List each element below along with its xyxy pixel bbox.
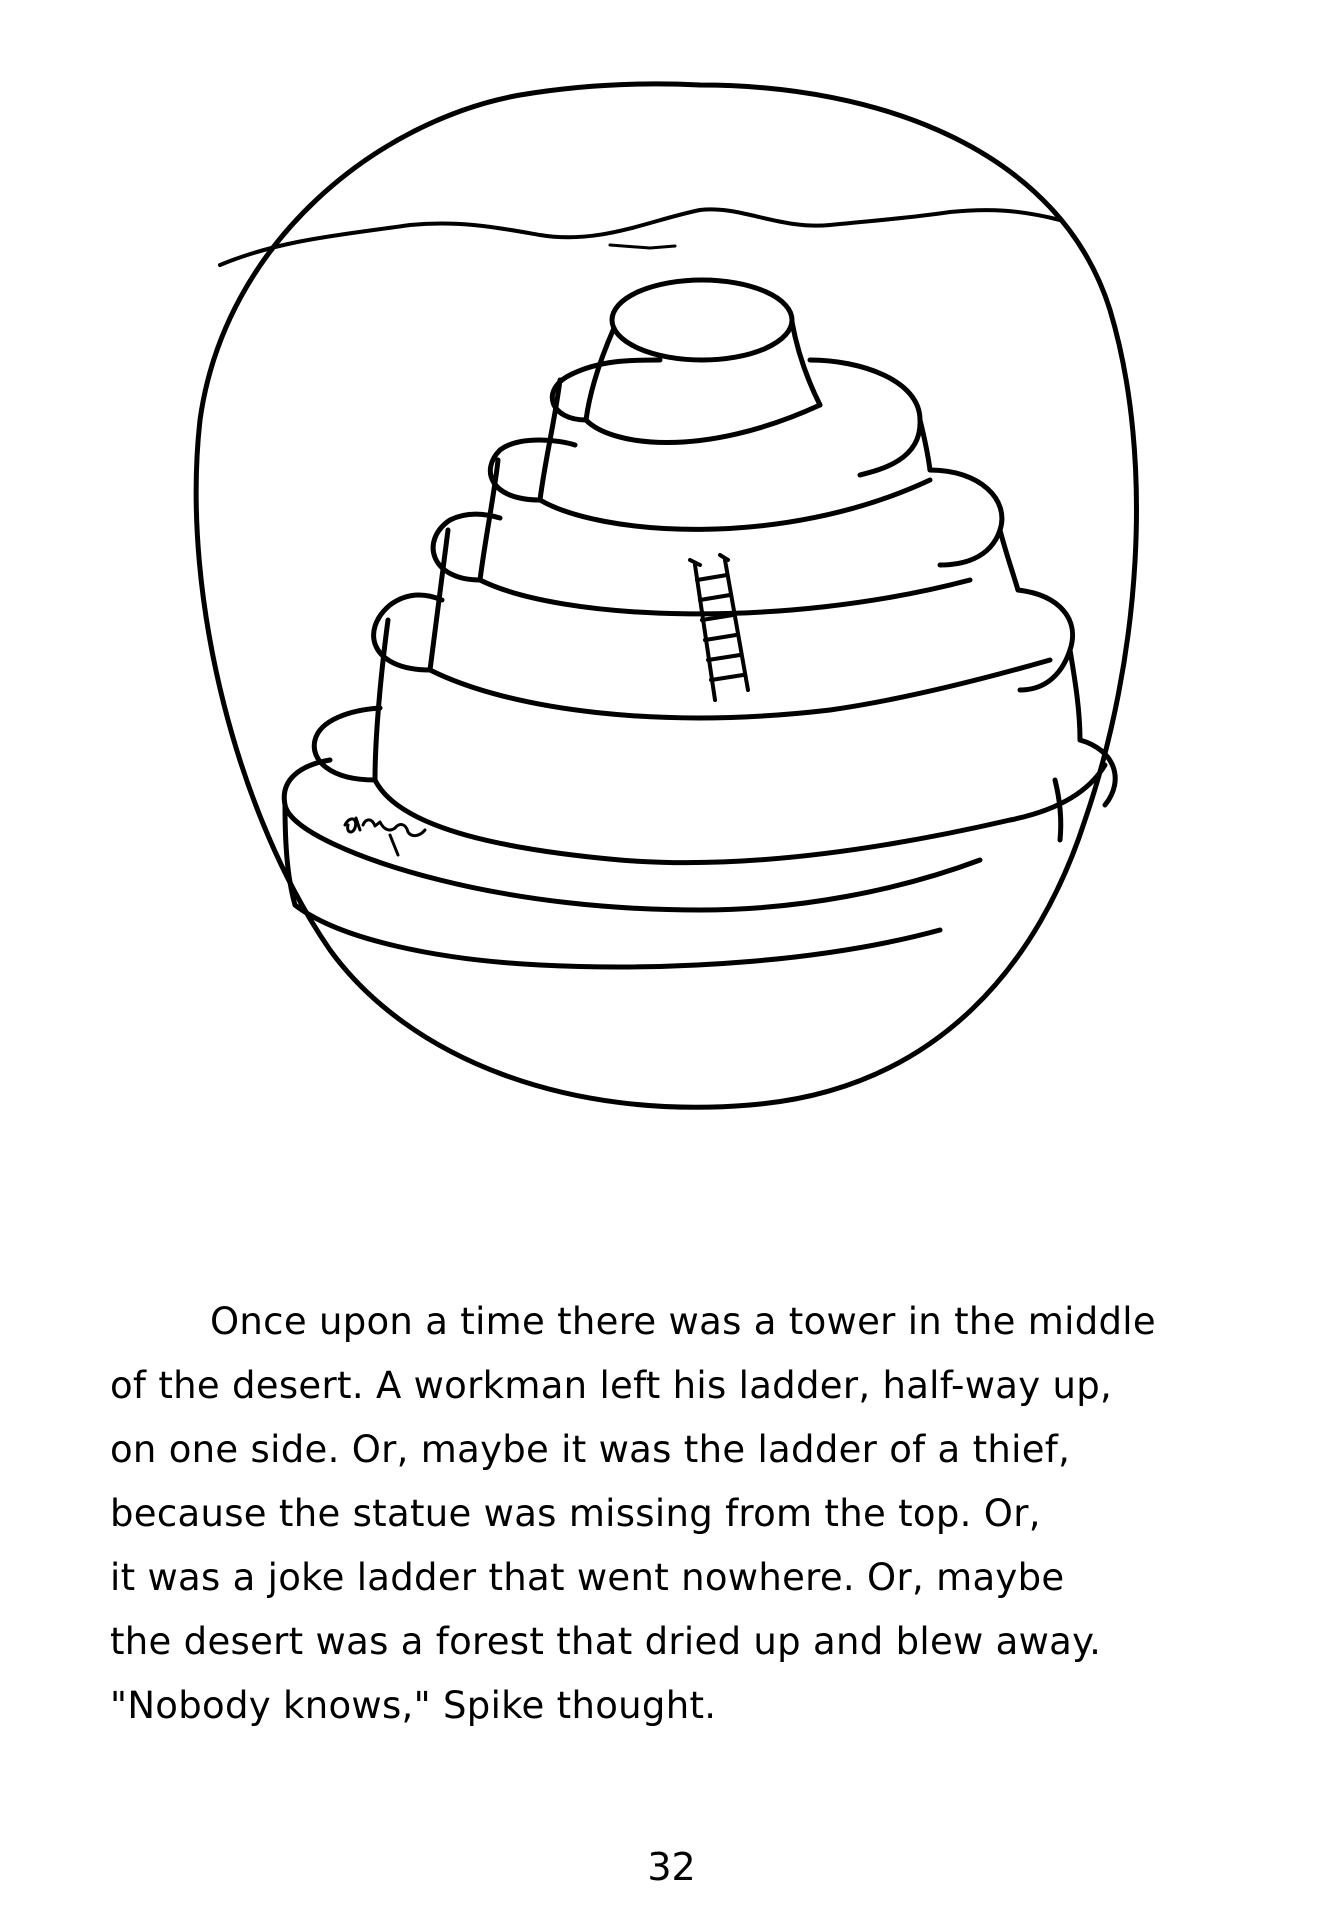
story-line: it was a joke ladder that went nowhere. Or, maybe bbox=[110, 1556, 1065, 1599]
story-line: because the statue was missing from the top. Or, bbox=[110, 1492, 1041, 1535]
tower-tier-3 bbox=[490, 440, 575, 500]
story-text bbox=[110, 1290, 1260, 1738]
circle-frame bbox=[196, 84, 1136, 1107]
ladder bbox=[690, 555, 748, 700]
tower-tier-6 bbox=[375, 765, 1105, 863]
tower-illustration bbox=[180, 60, 1160, 1130]
story-line: "Nobody knows," Spike thought. bbox=[110, 1684, 717, 1727]
page-number: 32 bbox=[647, 1845, 696, 1889]
tower-tier-2 bbox=[552, 360, 660, 420]
artist-signature bbox=[345, 818, 425, 855]
story-line: the desert was a forest that dried up and blew away. bbox=[110, 1620, 1102, 1663]
horizon-line bbox=[220, 209, 1060, 265]
story-line: of the desert. A workman left his ladder, half-way up, bbox=[110, 1364, 1113, 1407]
story-line: Once upon a time there was a tower in the middle bbox=[210, 1300, 1156, 1343]
tower-top bbox=[612, 280, 792, 360]
story-line: on one side. Or, maybe it was the ladder of a thief, bbox=[110, 1428, 1071, 1471]
